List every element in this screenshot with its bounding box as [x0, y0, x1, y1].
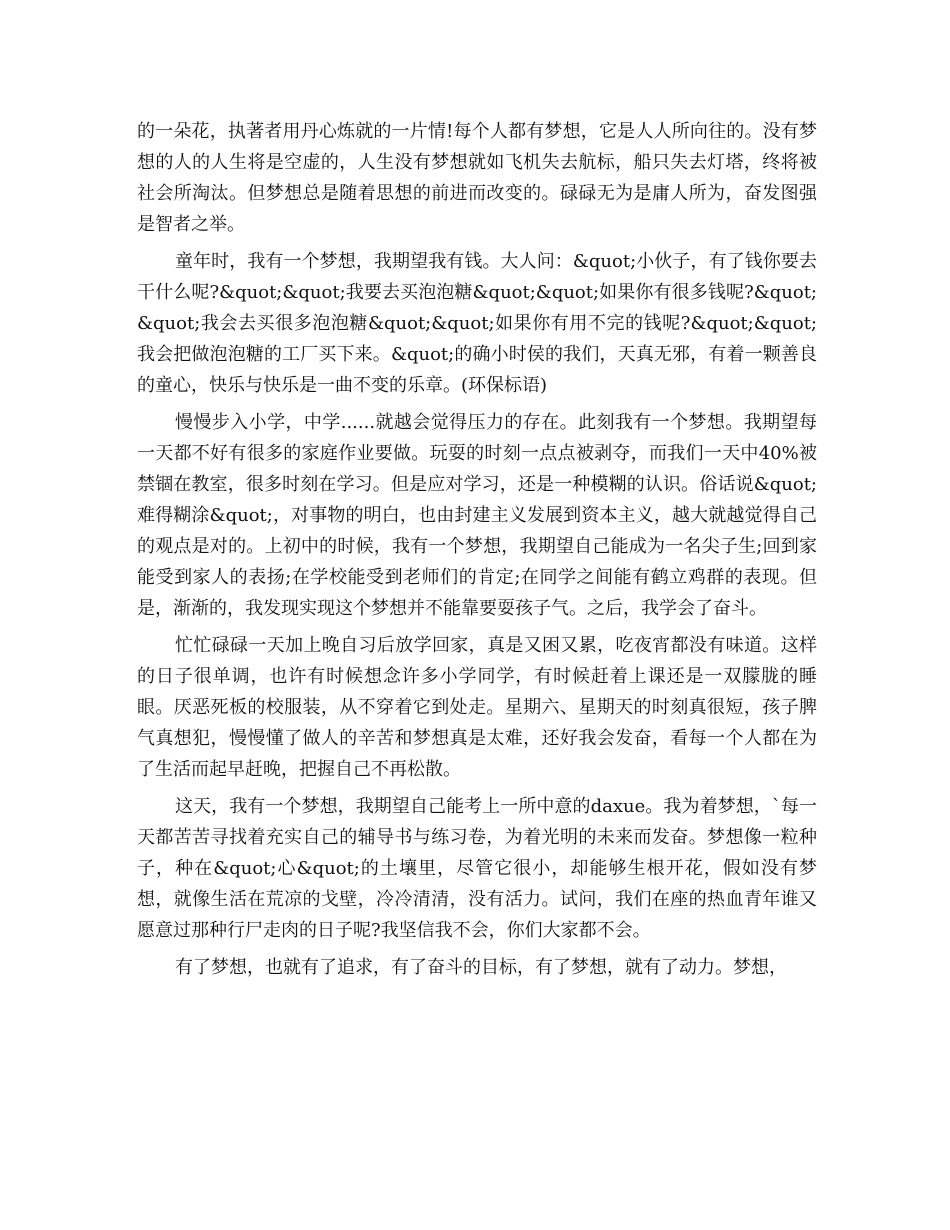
- paragraph-4: 忙忙碌碌一天加上晚自习后放学回家，真是又困又累，吃夜宵都没有味道。这样的日子很单调，也许有时候想念许多小学同学，有时候赶着上课还是一双朦胧的睡眼。厌恶死板的校服装，从不穿着它到处走。星期六、星期天的时刻真很短，孩子脾气真想犯，慢慢懂了做人的辛苦和梦想真是太难，还好我会发奋，看每一个人都在为了生活而起早赶晚，把握自己不再松散。: [137, 635, 817, 780]
- paragraph-1: 的一朵花，执著者用丹心炼就的一片情!每个人都有梦想，它是人人所向往的。没有梦想的人的人生将是空虚的，人生没有梦想就如飞机失去航标，船只失去灯塔，终将被社会所淘汰。但梦想总是随着思想的前进而改变的。碌碌无为是庸人所为，奋发图强是智者之举。: [137, 121, 817, 235]
- document-body: [137, 116, 817, 983]
- paragraph-5: 这天，我有一个梦想，我期望自己能考上一所中意的daxue。我为着梦想，`每一天都苦苦寻找着充实自己的辅导书与练习卷，为着光明的未来而发奋。梦想像一粒种子，种在&quot;心&quot;的土壤里，尽管它很小，却能够生根开花，假如没有梦想，就像生活在荒凉的戈壁，冷冷清清，没有活力。试问，我们在座的热血青年谁又愿意过那种行尸走肉的日子呢?我坚信我不会，你们大家都不会。: [137, 796, 817, 941]
- paragraph-3: 慢慢步入小学，中学......就越会觉得压力的存在。此刻我有一个梦想。我期望每一天都不好有很多的家庭作业要做。玩耍的时刻一点点被剥夺，而我们一天中40%被禁锢在教室，很多时刻在学习。但是应对学习，还是一种模糊的认识。俗话说&quot;难得糊涂&quot;，对事物的明白，也由封建主义发展到资本主义，越大就越觉得自己的观点是对的。上初中的时候，我有一个梦想，我期望自己能成为一名尖子生;回到家能受到家人的表扬;在学校能受到老师们的肯定;在同学之间能有鹤立鸡群的表现。但是，渐渐的，我发现实现这个梦想并不能靠要耍孩子气。之后，我学会了奋斗。: [137, 412, 817, 619]
- paragraph-2: 童年时，我有一个梦想，我期望我有钱。大人问：&quot;小伙子，有了钱你要去干什么呢?&quot;&quot;我要去买泡泡糖&quot;&quot;如果你有很多钱呢?&quot;&quot;我会去买很多泡泡糖&quot;&quot;如果你有用不完的钱呢?&quot;&quot;我会把做泡泡糖的工厂买下来。&quot;的确小时侯的我们，天真无邪，有着一颗善良的童心，快乐与快乐是一曲不变的乐章。(环保标语): [137, 251, 817, 396]
- paragraph-6: 有了梦想，也就有了追求，有了奋斗的目标，有了梦想，就有了动力。梦想，: [175, 957, 787, 978]
